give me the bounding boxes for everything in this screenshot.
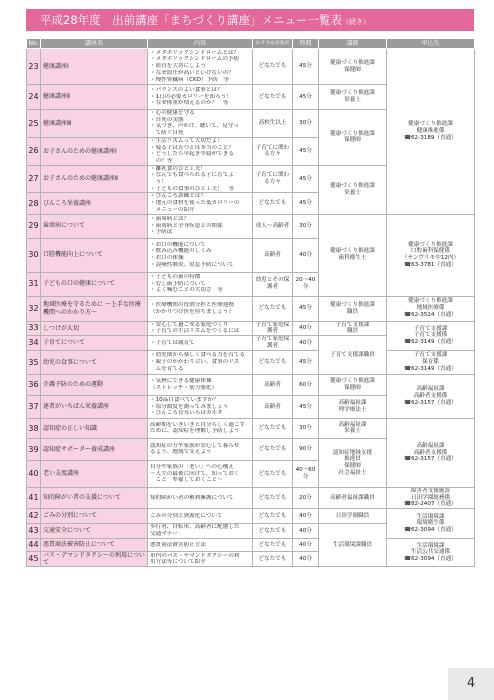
course-content: [148, 137, 253, 165]
course-application: [387, 49, 475, 215]
cell-line: ・子どもの歯の特徴: [150, 273, 201, 280]
cell-line: ☎62-3094（直通）: [404, 556, 457, 563]
course-target: どなたでも: [253, 460, 293, 487]
cell-line: 社会福祉士: [338, 469, 367, 476]
cell-line: ・飲み込み機能のしくみ: [150, 248, 212, 255]
cell-line: 高齢福祉課: [416, 386, 445, 393]
row-number: 37: [27, 395, 41, 418]
cell-line: 栄養士: [344, 97, 361, 103]
course-name: 交通安全について: [41, 524, 148, 539]
course-application: [387, 539, 475, 567]
course-time: 90分: [293, 438, 319, 460]
course-content: [148, 487, 253, 508]
course-name: ぴんころ栄養講座: [41, 193, 148, 214]
course-target: 子育て家庭保護者: [253, 321, 293, 335]
cell-line: ☎62-3524（直通）: [404, 311, 457, 318]
row-number: 45: [27, 552, 41, 567]
cell-line: ムを育てる: [150, 365, 184, 372]
cell-line: 健康づくり推進課: [330, 59, 375, 66]
course-content: [148, 350, 253, 374]
cell-line: 認知症の方や家族が安心して暮らせ: [150, 442, 240, 449]
course-content: [148, 110, 253, 138]
cell-line: ・子育ては親育て: [150, 339, 195, 346]
course-target: どなたでも: [253, 509, 293, 524]
course-time: 40分: [293, 321, 319, 335]
cell-line: 高齢福祉課: [338, 421, 367, 428]
course-content: [148, 238, 253, 272]
course-name: 幼児の食事について: [41, 350, 148, 374]
course-lecturer: [319, 438, 387, 487]
course-lecturer: [319, 374, 387, 395]
cell-line: ・歯周病と全身疾患との関係: [150, 222, 223, 229]
cell-line: 子育て支援課: [413, 352, 448, 359]
page-title: 平成28年度 出前講座「まちづくり講座」メニュー一覧表: [40, 13, 343, 27]
course-application: [387, 350, 475, 374]
cell-line: ・幼児期から楽しく食べる力を育てる: [150, 352, 246, 359]
course-time: 40分: [293, 238, 319, 272]
row-number: 39: [27, 438, 41, 460]
course-time: 40分: [293, 539, 319, 552]
table-row: [27, 296, 475, 321]
cell-line: 高齢福祉課: [338, 400, 367, 407]
cell-line: 環境衛生係: [416, 520, 445, 527]
table-row: [27, 539, 475, 552]
course-lecturer: [319, 509, 387, 524]
course-name: しつけが大切: [41, 321, 148, 335]
row-number: 32: [27, 296, 41, 321]
row-number: 34: [27, 335, 41, 350]
course-name: 悪質商法被害防止について: [41, 539, 148, 552]
row-number: 38: [27, 418, 41, 438]
cell-line: ごみの分別と資源化について: [150, 512, 223, 519]
course-name: 介護予防のための運動: [41, 374, 148, 395]
cell-line: う！: [150, 179, 167, 186]
cell-line: 口腔歯科保健係: [410, 248, 451, 255]
course-name: 健康講座Ⅰ: [41, 49, 148, 85]
cell-line: ・生活リズムって大切だよ！: [150, 137, 223, 144]
cell-line: ・地元の食材を使った低カロリーの: [150, 200, 240, 207]
course-application: [387, 374, 475, 418]
cell-line: 健康づくり推進課: [330, 182, 375, 189]
cell-line: 地域医療係: [416, 305, 445, 312]
course-name: 認知症の正しい知識: [41, 418, 148, 438]
cell-line: ・なぜ体重が増えるのか？ 等: [150, 100, 229, 107]
course-name: バス・デマンドタクシーの利用について: [41, 552, 148, 567]
cell-line: 日田学園職員: [335, 512, 370, 519]
course-target: どなたでも: [253, 418, 293, 438]
course-target: 幼児とその保護者: [253, 272, 293, 296]
course-content: [148, 165, 253, 193]
cell-line: ・慢性腎臓病（CKD）予防 等: [150, 76, 230, 83]
course-content: [148, 539, 253, 552]
cell-line: 子育て支援課職員: [330, 351, 375, 358]
cell-line: 健康づくり推進課: [330, 378, 375, 385]
course-content: [148, 524, 253, 539]
table-row: [27, 321, 475, 335]
menu-table: [26, 38, 475, 567]
cell-line: ・医療機関の役割分担と医療連携: [150, 301, 234, 308]
cell-line: 健康づくり推進課: [330, 248, 375, 255]
header-no: No.: [27, 39, 41, 49]
cell-line: 高齢福祉課: [416, 442, 445, 449]
course-lecturer: [319, 487, 387, 508]
cell-line: （かかりつけ医を持ちましょう）: [150, 308, 234, 315]
course-target: 高齢者: [253, 395, 293, 418]
cell-line: ☎62-3157（直通）: [404, 456, 457, 463]
cell-line: メニューの紹介: [150, 206, 195, 213]
cell-line: ・ぴんころ訓練とは？: [150, 193, 206, 200]
cell-line: 認知症地域支援: [332, 449, 373, 456]
cell-line: ・自死の実態: [150, 116, 184, 123]
cell-line: ☎62-3189（直通）: [404, 134, 457, 141]
course-content: [148, 509, 253, 524]
row-number: 42: [27, 509, 41, 524]
course-target: 高校生以上: [253, 110, 293, 138]
cell-line: 高齢者支援係: [413, 393, 448, 400]
cell-line: 高齢者福祉課職員: [330, 494, 375, 501]
course-application: [387, 321, 475, 350]
course-target: どなたでも: [253, 193, 293, 214]
table-row: [27, 214, 475, 238]
course-name: 口腔機能向上について: [41, 238, 148, 272]
table-row: [27, 49, 475, 85]
course-time: 40分: [293, 552, 319, 567]
course-content: [148, 438, 253, 460]
course-lecturer: [319, 321, 387, 335]
course-content: [148, 395, 253, 418]
row-number: 25: [27, 110, 41, 138]
cell-line: 生活環境課職員: [332, 541, 373, 548]
cell-line: 保健師: [344, 66, 361, 73]
course-time: 45分: [293, 193, 319, 214]
row-number: 44: [27, 539, 41, 552]
cell-line: 理学療法士: [338, 406, 367, 413]
course-target: 子育て家庭保護者: [253, 335, 293, 350]
course-content: [148, 460, 253, 487]
title-note: （続き）: [342, 18, 371, 26]
header-target: おすすめ対象者: [253, 39, 293, 49]
cell-line: ・気軽にできる健康体操: [150, 378, 212, 385]
cell-line: ・気づき、声かけ、聴いて、見守っ: [150, 123, 239, 130]
course-content: [148, 552, 253, 567]
row-number: 36: [27, 374, 41, 395]
course-name: 達者がいちばん栄養講座: [41, 395, 148, 418]
cell-line: ・血管を大切にしよう: [150, 63, 206, 70]
header-name: 講座名: [41, 39, 148, 49]
cell-line: ・安心して過ごせる家庭づくり: [150, 321, 229, 328]
course-target: どなたでも: [253, 350, 293, 374]
course-target: どなたでも: [253, 524, 293, 539]
course-lecturer: [319, 296, 387, 321]
course-target: どなたでも: [253, 539, 293, 552]
cell-line: 保健師: [344, 384, 361, 391]
cell-line: ・誤嚥性肺炎、窒息予防について: [150, 261, 234, 268]
cell-line: 推進員: [344, 456, 361, 463]
course-time: 30分: [293, 214, 319, 238]
row-number: 23: [27, 49, 41, 85]
cell-line: 健康推進係: [416, 127, 445, 134]
course-lecturer: [319, 110, 387, 166]
cell-line: 悪質商法被害防止方法: [150, 541, 206, 548]
cell-line: ・メタボリックシンドロームの予防: [150, 56, 240, 63]
cell-line: ～人生の最後に向けて、知っておく: [150, 470, 240, 477]
course-time: 40分: [293, 524, 319, 539]
course-time: 20～40分: [293, 272, 319, 296]
course-application: [387, 296, 475, 321]
course-lecturer: [319, 165, 387, 214]
course-target: どなたでも: [253, 487, 293, 508]
cell-line: 栄養士: [344, 428, 361, 435]
cell-line: 交通マナー: [150, 531, 178, 538]
cell-line: 生活環境課: [416, 542, 445, 549]
cell-line: ・心の健康を守る: [150, 110, 195, 116]
course-time: 45分: [293, 395, 319, 418]
course-lecturer: [319, 418, 387, 438]
course-content: [148, 49, 253, 85]
cell-line: ために、認知症を理解し予防しよう: [150, 428, 240, 435]
course-time: 60分: [293, 374, 319, 395]
cell-line: ☎62-3149（直通）: [404, 365, 457, 372]
course-time: 45分: [293, 137, 319, 165]
course-target: 子育てに関わる方々: [253, 137, 293, 165]
cell-line: 職員: [346, 328, 359, 335]
cell-line: ・予防法: [150, 229, 173, 236]
course-target: 子育てに関わる方々: [253, 165, 293, 193]
row-number: 24: [27, 85, 41, 110]
course-time: 40～60分: [293, 460, 319, 487]
cell-line: 歩行者、自転車、高齢者に配慮した: [150, 524, 240, 531]
course-time: 40分: [293, 509, 319, 524]
course-target: どなたでも: [253, 296, 293, 321]
cell-line: ・歯周病とは？: [150, 215, 190, 222]
table-row: [27, 509, 475, 524]
cell-line: ☎62-3094（直通）: [404, 526, 457, 533]
cell-line: 生活環境課: [416, 513, 445, 520]
course-application: [387, 487, 475, 508]
cell-line: 健康づくり推進課: [408, 298, 453, 305]
row-number: 30: [27, 238, 41, 272]
course-content: [148, 374, 253, 395]
table-row: [27, 418, 475, 438]
course-content: [148, 214, 253, 238]
cell-line: 健康づくり推進課: [330, 90, 375, 97]
cell-line: 障害者支援施設: [410, 487, 451, 494]
course-name: 歯周病について: [41, 214, 148, 238]
header-content: 内容: [148, 39, 253, 49]
course-name: お子さんのための健康講座Ⅰ: [41, 137, 148, 165]
course-name: 健康講座Ⅲ: [41, 110, 148, 138]
course-target: 高齢者: [253, 374, 293, 395]
row-number: 33: [27, 321, 41, 335]
course-application: [387, 214, 475, 296]
cell-line: 保健師: [344, 137, 361, 144]
course-time: 45分: [293, 296, 319, 321]
course-name: 老い支度講座: [41, 460, 148, 487]
course-content: [148, 321, 253, 335]
cell-line: 用方法等について紹介: [150, 559, 206, 566]
course-target: どなたでも: [253, 552, 293, 567]
course-time: 45分: [293, 350, 319, 374]
course-application: [387, 418, 475, 487]
cell-line: 知的障がい者の権利擁護について: [150, 494, 234, 501]
cell-line: ・むし歯予防について: [150, 280, 206, 287]
row-number: 41: [27, 487, 41, 508]
course-time: 30分: [293, 418, 319, 438]
cell-line: 市内のバス・デマンドタクシーの利: [150, 552, 240, 559]
cell-line: 高齢者支援係: [413, 449, 448, 456]
course-time: 45分: [293, 85, 319, 110]
course-lecturer: [319, 524, 387, 567]
course-lecturer: [319, 214, 387, 296]
course-name: 健康講座Ⅱ: [41, 85, 148, 110]
header-lecturer: 講師: [319, 39, 387, 49]
cell-line: ・子育ての生活リズムをつくるには: [150, 328, 240, 335]
cell-line: 子育て支援係: [413, 332, 448, 339]
row-number: 31: [27, 272, 41, 296]
cell-line: ・1日の必要カロリーを知ろう！: [150, 93, 232, 100]
cell-line: 健康づくり推進課: [330, 130, 375, 137]
title-bar: [26, 9, 474, 31]
row-number: 35: [27, 350, 41, 374]
course-time: 40分: [293, 335, 319, 350]
cell-line: ・なぜ血圧が高いといけないの？: [150, 69, 234, 76]
cell-line: （サンヴリモ中12内）: [401, 255, 460, 262]
cell-line: ☎62-3157（直通）: [404, 399, 457, 406]
cell-line: 子育て支援課: [335, 321, 370, 328]
cell-line: ・どうしたら早起き早寝ができる: [150, 151, 234, 158]
course-target: どなたでも: [253, 438, 293, 460]
cell-line: 歯科衛生士: [338, 255, 367, 262]
cell-line: の？等: [150, 157, 173, 164]
cell-line: ・寝る子は育つとは本当のこと？: [150, 144, 234, 151]
cell-line: 子育て支援課: [413, 325, 448, 332]
cell-line: ・10品目食べていますか？: [150, 396, 219, 403]
course-content: [148, 418, 253, 438]
cell-line: ☎63-3781（直通）: [404, 261, 457, 268]
course-name: 子育てについて: [41, 335, 148, 350]
row-number: 26: [27, 137, 41, 165]
cell-line: 日田学園総務係: [410, 494, 451, 501]
course-name: お子さんのための健康講座Ⅱ: [41, 165, 148, 193]
course-content: [148, 272, 253, 296]
cell-line: 保育係: [422, 359, 439, 366]
course-name: ごみの分別について: [41, 509, 148, 524]
row-number: 40: [27, 460, 41, 487]
cell-line: ・塩分濃度を測ってみましょう: [150, 403, 229, 410]
course-time: 20分: [293, 487, 319, 508]
course-time: 30分: [293, 110, 319, 138]
course-target: 高齢者: [253, 238, 293, 272]
row-number: 28: [27, 193, 41, 214]
cell-line: 自分や家族の「老い」への心構え: [150, 463, 234, 470]
page-number: 4: [448, 668, 494, 700]
course-target: 成人～高齢者: [253, 214, 293, 238]
cell-line: ☎82-2407（直通）: [404, 501, 457, 508]
table-row: [27, 374, 475, 395]
cell-line: ・お口の体操: [150, 255, 184, 262]
cell-line: ・よく噛むことの大切さ 等: [150, 287, 223, 294]
course-application: [387, 509, 475, 539]
course-time: 45分: [293, 49, 319, 85]
cell-line: 高齢期をいきいきと自分らしく過ごす: [150, 421, 246, 428]
cell-line: て防ぐ自死: [150, 130, 184, 137]
cell-line: こと 準備しておくこと～: [150, 477, 223, 484]
cell-line: 職員: [346, 308, 359, 315]
course-content: [148, 296, 253, 321]
cell-line: 保健師: [344, 462, 361, 469]
cell-line: ・離乳食のひと工夫！: [150, 165, 206, 172]
course-lecturer: [319, 335, 387, 374]
row-number: 27: [27, 165, 41, 193]
course-name: 知的障がい者の支援について: [41, 487, 148, 508]
cell-line: ・メタボリックシンドロームとは？: [150, 49, 240, 56]
course-target: どなたでも: [253, 49, 293, 85]
cell-line: （ストレッチ・筋力強化）: [150, 384, 218, 391]
header-application: 申込先: [387, 39, 475, 49]
cell-line: 健康づくり推進課: [408, 241, 453, 248]
cell-line: ☎62-3149（直通）: [404, 339, 457, 346]
cell-line: ・親子のかかわり合い、食事のリズ: [150, 359, 240, 366]
cell-line: ・なんでも食べられる子に育てよ: [150, 172, 234, 179]
course-content: [148, 335, 253, 350]
cell-line: ・バランスのよい食事とは？: [150, 86, 223, 93]
course-target: どなたでも: [253, 85, 293, 110]
course-name: 認知症サポーター養成講座: [41, 438, 148, 460]
course-lecturer: [319, 49, 387, 85]
course-time: 45分: [293, 165, 319, 193]
cell-line: 生活公共交通係: [410, 549, 451, 556]
cell-line: 健康づくり推進課: [408, 121, 453, 128]
course-name: 地域医療を守るために ～上手な医療機関へのかかり方～: [41, 296, 148, 321]
table-row: [27, 487, 475, 508]
table-row: [27, 350, 475, 374]
course-content: [148, 193, 253, 214]
cell-line: ・子どもの食事のひと工夫！ 等: [150, 185, 234, 192]
cell-line: ・ぴんころ長寿いろはカルタ: [150, 410, 223, 417]
header-row: [27, 39, 475, 49]
cell-line: るよう、地域で支えよう: [150, 449, 212, 456]
course-content: [148, 85, 253, 110]
course-lecturer: [319, 395, 387, 418]
header-time: 時間: [293, 39, 319, 49]
course-lecturer: [319, 85, 387, 110]
course-name: 子どもの口の健康について: [41, 272, 148, 296]
cell-line: ・お口の機能について: [150, 241, 206, 248]
row-number: 29: [27, 214, 41, 238]
cell-line: 健康づくり推進課: [330, 301, 375, 308]
row-number: 43: [27, 524, 41, 539]
cell-line: 栄養士: [344, 189, 361, 196]
